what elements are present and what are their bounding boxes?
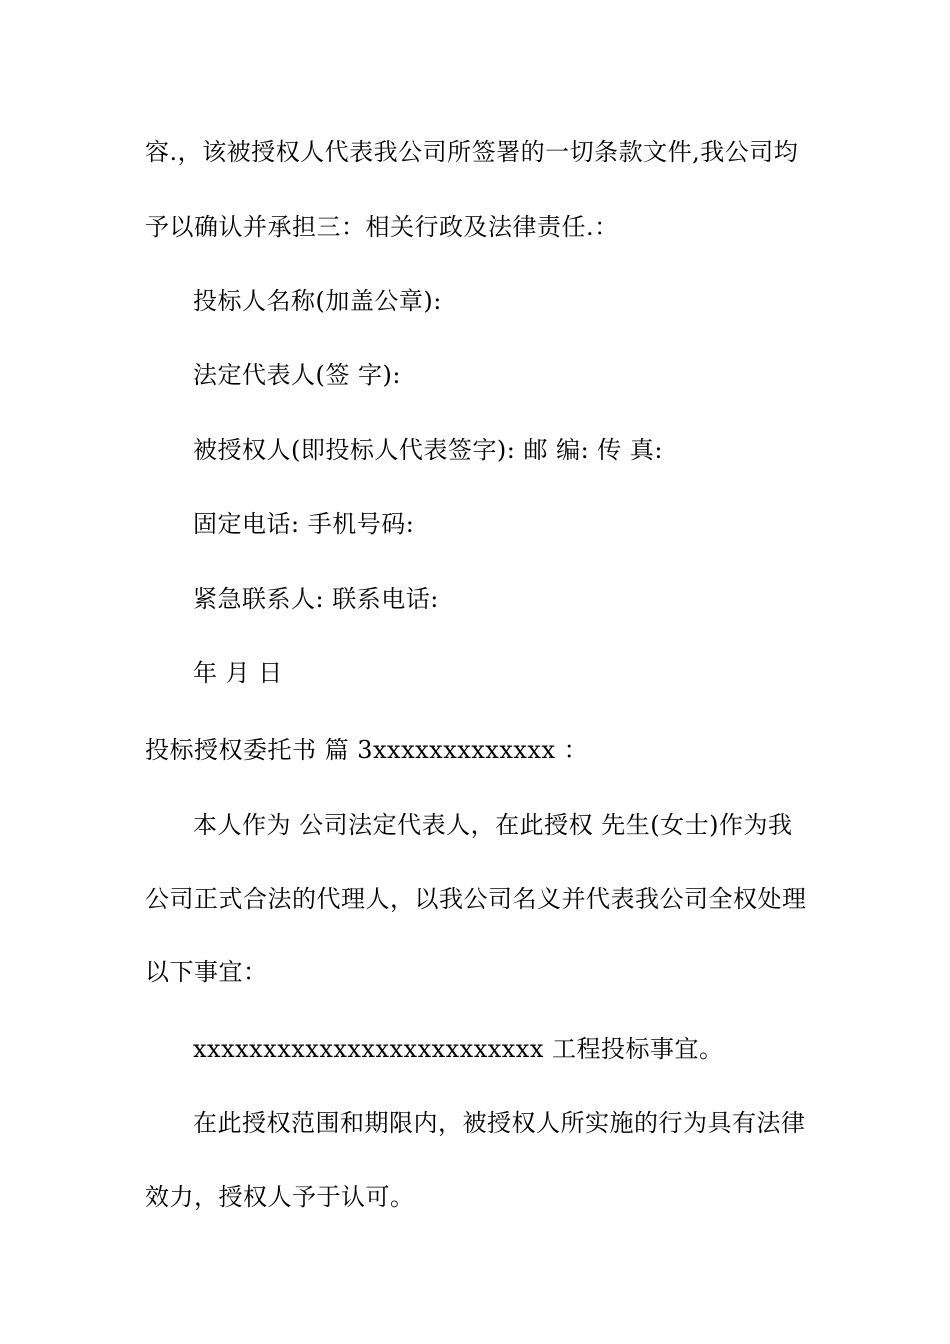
paragraph-line: 在此授权范围和期限内，被授权人所实施的行为具有法律: [193, 1109, 806, 1137]
form-field-authorized-person: 被授权人(即投标人代表签字): 邮 编: 传 真:: [193, 436, 663, 464]
paragraph-line: 本人作为 公司法定代表人，在此授权 先生(女士)作为我: [193, 811, 793, 839]
paragraph-line: 以下事宜：: [145, 958, 268, 986]
form-field-date: 年 月 日: [193, 659, 283, 687]
paragraph-line: 容.，该被授权人代表我公司所签署的一切条款文件,我公司均: [145, 138, 799, 166]
form-field-bidder-name: 投标人名称(加盖公章):: [193, 287, 442, 315]
paragraph-line: xxxxxxxxxxxxxxxxxxxxxxxxx 工程投标事宜。: [193, 1035, 724, 1063]
form-field-legal-representative: 法定代表人(签 字):: [193, 361, 401, 389]
form-field-phone: 固定电话: 手机号码:: [193, 510, 415, 538]
section-heading: 投标授权委托书 篇 3xxxxxxxxxxxxx ：: [145, 736, 589, 764]
paragraph-line: 公司正式合法的代理人，以我公司名义并代表我公司全权处理: [145, 885, 807, 913]
form-field-emergency-contact: 紧急联系人: 联系电话:: [193, 585, 439, 613]
paragraph-line: 效力，授权人予于认可。: [145, 1183, 415, 1211]
paragraph-line: 予以确认并承担三：相关行政及法律责任.：: [145, 213, 619, 241]
